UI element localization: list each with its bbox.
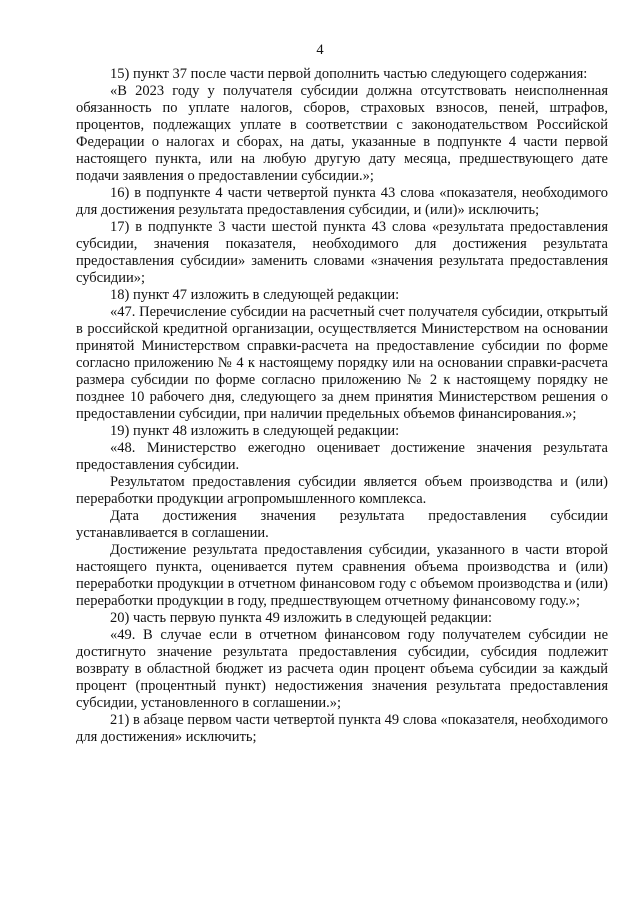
paragraph-item-20: 20) часть первую пункта 49 изложить в следующей редакции: xyxy=(110,610,492,626)
paragraph-item-21: 21) в абзаце первом части четвертой пункта 49 слова «показателя, необходимого для достижения» исключить; xyxy=(76,712,608,745)
paragraph-result: Результатом предоставления субсидии является объем производства и (или) переработки продукции агропромышленного комплекса. xyxy=(76,474,608,507)
paragraph-item-17: 17) в подпункте 3 части шестой пункта 43 слова «результата предоставления субсидии, значения показателя, необходимого для достижения результата предоставления субсидии» заменить словами «значения результата предоставления субсидии»; xyxy=(76,219,608,286)
paragraph-item-15: 15) пункт 37 после части первой дополнить частью следующего содержания: xyxy=(110,66,588,82)
paragraph-item-18: 18) пункт 47 изложить в следующей редакции: xyxy=(110,287,400,303)
paragraph-quote-47: «47. Перечисление субсидии на расчетный счет получателя субсидии, открытый в российской кредитной организации, осуществляется Министерством на основании принятой Министерством справки-расчета на предоставление субсидии по форме согласно приложению № 4 к настоящему порядку или на основании справки-расчета размера субсидии по форме согласно приложению № 2 к настоящему порядку не позднее 10 рабочего дня, следующего за днем принятия Министерством решения о предоставлении субсидии, при наличии предельных объемов финансирования.»; xyxy=(76,304,608,422)
paragraph-quote-48: «48. Министерство ежегодно оценивает достижение значения результата предоставления субсидии. xyxy=(76,440,608,473)
document-body xyxy=(76,66,608,746)
paragraph-item-16: 16) в подпункте 4 части четвертой пункта 43 слова «показателя, необходимого для достижения результата предоставления субсидии, и (или)» исключить; xyxy=(76,185,608,218)
paragraph-quote-2023: «В 2023 году у получателя субсидии должна отсутствовать неисполненная обязанность по уплате налогов, сборов, страховых взносов, пеней, штрафов, процентов, подлежащих уплате в соответствии с законодательством Российской Федерации о налогах и сборах, на даты, указанные в подпункте 4 части первой настоящего пункта, или на любую другую дату месяца, предшествующего дате подачи заявления о предоставлении субсидии.»; xyxy=(76,83,608,184)
paragraph-quote-49: «49. В случае если в отчетном финансовом году получателем субсидии не достигнуто значение результата предоставления субсидии, субсидия подлежит возврату в областной бюджет из расчета один процент объема субсидии за каждый процент (процентный пункт) недостижения значения результата предоставления субсидии, установленного в соглашении.»; xyxy=(76,627,608,711)
paragraph-assessment: Достижение результата предоставления субсидии, указанного в части второй настоящего пункта, оценивается путем сравнения объема производства и (или) переработки продукции в отчетном финансовом году с объемом производства и (или) переработки продукции в году, предшествующем отчетному финансовому году.»; xyxy=(76,542,608,609)
paragraph-item-19: 19) пункт 48 изложить в следующей редакции: xyxy=(110,423,400,439)
paragraph-date: Дата достижения значения результата предоставления субсидии устанавливается в соглашении. xyxy=(76,508,608,541)
page-number: 4 xyxy=(316,42,324,58)
